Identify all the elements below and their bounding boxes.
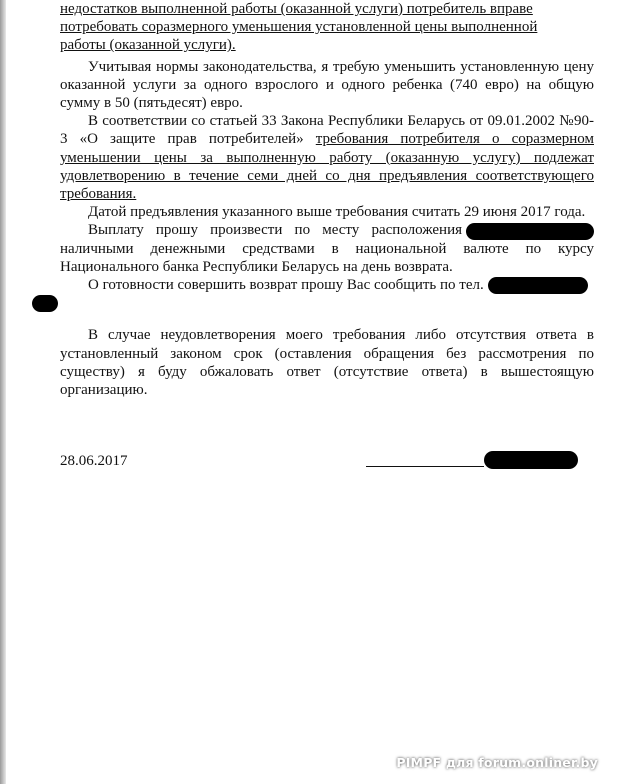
page-edge [0, 0, 6, 784]
signature-line [366, 466, 484, 467]
paragraph-1-line-3: работы (оказанной услуги). [60, 37, 236, 54]
paragraph-7: В случае неудовлетворения моего требования либо отсутствия ответа в установленный законом срок (оставления обращения без рассмотрения по существу) я буду обжаловать ответ (отсутствие ответа) в вышестоящую организацию. [60, 327, 594, 399]
document-date: 28.06.2017 [60, 453, 128, 469]
redaction-address [466, 223, 594, 240]
paragraph-3-underlined: требования потребителя о соразмерном уменьшении цены за выполненную работу (оказанную услугу) подлежат удовлетворению в течение семи дней со дня предъявления соответствующего требования. [60, 131, 594, 203]
paragraph-1-line-2: потребовать соразмерного уменьшения установленной цены выполненной [60, 19, 538, 36]
paragraph-1 [60, 0, 594, 55]
paragraph-5-end: наличными денежными средствами в национальной валюте по курсу Национального банка Республики Беларусь на день возврата. [60, 240, 594, 275]
paragraph-6-text: О готовности совершить возврат прошу Вас сообщить по тел. [88, 277, 484, 294]
signature-row [60, 451, 594, 475]
paragraph-5 [60, 221, 594, 276]
redaction-phone-continued [32, 295, 58, 312]
paragraph-3 [60, 112, 594, 203]
paragraph-4: Датой предъявления указанного выше требования считать 29 июня 2017 года. [88, 204, 586, 221]
paragraph-3-plain: В соответствии со статьей 33 Закона Республики Беларусь от 09.01.2002 №90-3 «О защите прав потребителей» [60, 113, 594, 148]
watermark: PIMPF для forum.onliner.by [396, 755, 598, 770]
redaction-signature [484, 451, 578, 469]
paragraph-5-start: Выплату прошу произвести по месту расположения [88, 222, 462, 239]
paragraph-2: Учитывая нормы законодательства, я требую уменьшить установленную цену оказанной услуги за одного взрослого и одного ребенка (740 евро) на общую сумму в 50 (пятьдесят) евро. [60, 58, 594, 112]
redaction-phone [488, 277, 588, 294]
paragraph-1-line-1: недостатков выполненной работы (оказанной услуги) потребитель вправе [60, 1, 533, 17]
document-body [60, 0, 594, 399]
paragraph-6 [60, 276, 594, 312]
